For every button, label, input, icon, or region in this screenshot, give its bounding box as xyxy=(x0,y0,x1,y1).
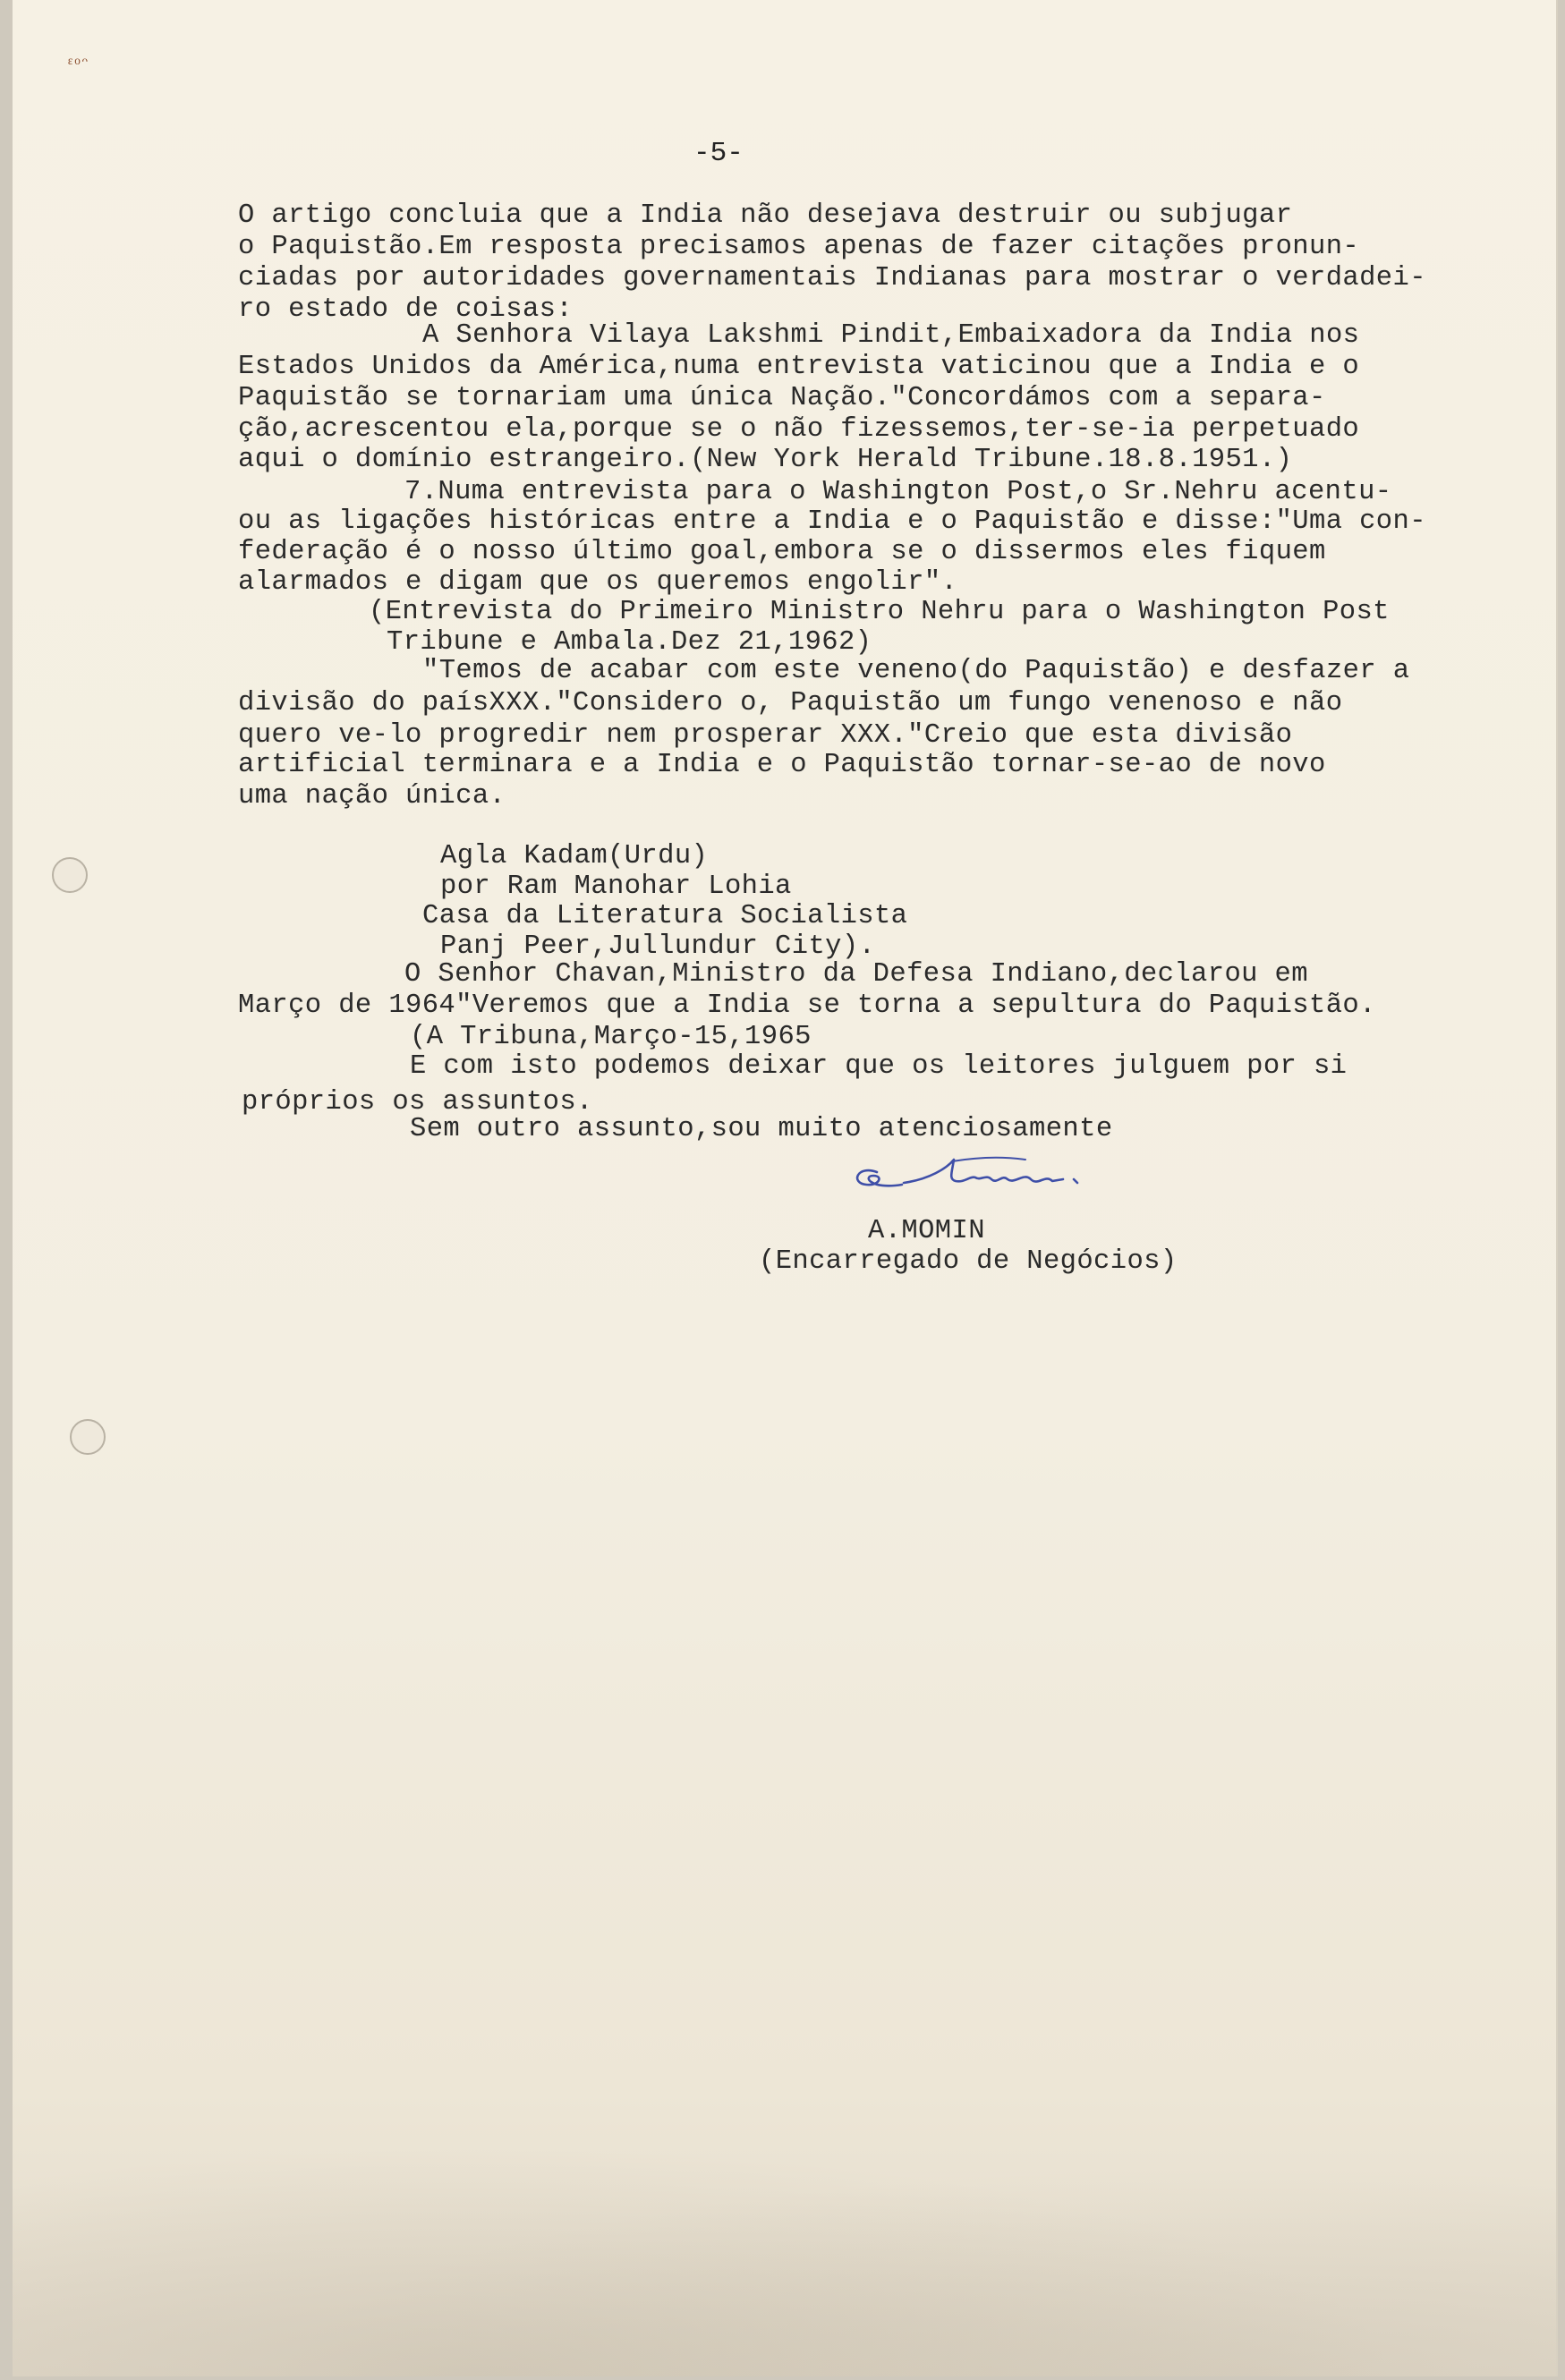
signatory-name: A.MOMIN xyxy=(868,1216,985,1246)
page-number: -5- xyxy=(693,138,744,169)
source-line: Casa da Literatura Socialista xyxy=(422,901,908,931)
body-line: O artigo concluia que a India não desejava destruir ou subjugar xyxy=(238,200,1293,231)
body-line: próprios os assuntos. xyxy=(242,1087,593,1118)
body-line: 7.Numa entrevista para o Washington Post,o Sr.Nehru acentu- xyxy=(404,477,1392,507)
body-line: "Temos de acabar com este veneno(do Paquistão) e desfazer a xyxy=(422,656,1410,686)
body-line: artificial terminara e a India e o Paquistão tornar-se-ao de novo xyxy=(238,750,1326,780)
source-line: Panj Peer,Jullundur City). xyxy=(440,931,876,962)
body-line: federação é o nosso último goal,embora se o dissermos eles fiquem xyxy=(238,537,1326,567)
body-line: E com isto podemos deixar que os leitores julguem por si xyxy=(410,1051,1348,1082)
citation-line: (A Tribuna,Março-15,1965 xyxy=(410,1022,812,1052)
punch-hole-bottom xyxy=(70,1419,106,1455)
handwritten-signature xyxy=(848,1152,1135,1206)
body-line: Estados Unidos da América,numa entrevista vaticinou que a India e o xyxy=(238,352,1360,382)
punch-hole-top xyxy=(52,857,88,893)
body-line: ou as ligações históricas entre a India e o Paquistão e disse:"Uma con- xyxy=(238,506,1426,537)
citation-line: (Entrevista do Primeiro Ministro Nehru para o Washington Post xyxy=(369,597,1390,627)
source-line: por Ram Manohar Lohia xyxy=(440,871,792,902)
corner-mark: ᵋᵒᵔ xyxy=(68,52,89,74)
body-line: uma nação única. xyxy=(238,781,506,812)
closing-line: Sem outro assunto,sou muito atenciosamente xyxy=(410,1114,1113,1144)
body-line: divisão do paísXXX."Considero o, Paquistão um fungo venenoso e não xyxy=(238,688,1343,718)
citation-line: Tribune e Ambala.Dez 21,1962) xyxy=(387,627,872,658)
paper-wear xyxy=(13,2108,1556,2376)
body-line: Paquistão se tornariam uma única Nação."Concordámos com a separa- xyxy=(238,383,1326,413)
signatory-title: (Encarregado de Negócios) xyxy=(759,1246,1178,1277)
body-line: ro estado de coisas: xyxy=(238,294,574,325)
body-line: aqui o domínio estrangeiro.(New York Herald Tribune.18.8.1951.) xyxy=(238,445,1293,475)
body-line: O Senhor Chavan,Ministro da Defesa Indiano,declarou em xyxy=(404,959,1308,990)
body-line: alarmados e digam que os queremos engolir". xyxy=(238,567,958,598)
source-line: Agla Kadam(Urdu) xyxy=(440,841,709,871)
body-line: ção,acrescentou ela,porque se o não fizessemos,ter-se-ia perpetuado xyxy=(238,414,1360,445)
body-line: Março de 1964"Veremos que a India se torna a sepultura do Paquistão. xyxy=(238,990,1376,1021)
body-line: ciadas por autoridades governamentais Indianas para mostrar o verdadei- xyxy=(238,263,1426,293)
body-line: quero ve-lo progredir nem prosperar XXX."Creio que esta divisão xyxy=(238,720,1293,751)
body-line: A Senhora Vilaya Lakshmi Pindit,Embaixadora da India nos xyxy=(422,320,1360,351)
body-line: o Paquistão.Em resposta precisamos apenas de fazer citações pronun- xyxy=(238,232,1360,262)
